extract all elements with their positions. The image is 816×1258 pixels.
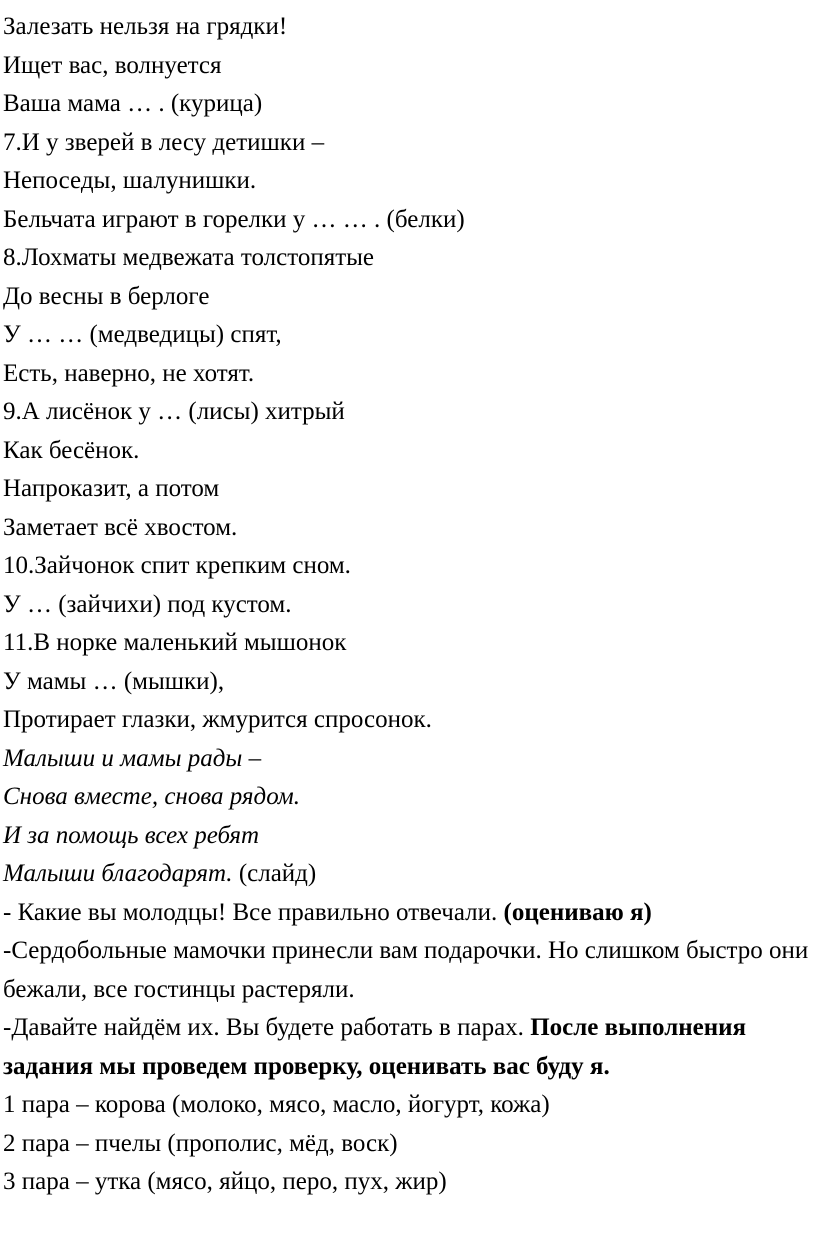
text-line: 11.В норке маленький мышонок bbox=[3, 629, 347, 656]
italic-text: Малыши благодарят. bbox=[3, 860, 233, 887]
text-line: 7.И у зверей в лесу детишки – bbox=[3, 128, 325, 156]
text-line: Непоседы, шалунишки. bbox=[3, 167, 257, 194]
text-line: Залезать нельзя на грядки! bbox=[3, 13, 288, 40]
pair-item: 3 пара – утка (мясо, яйцо, перо, пух, жир) bbox=[3, 1168, 447, 1195]
text-line: 10.Зайчонок спит крепким сном. bbox=[3, 552, 351, 579]
text-line: У мамы … (мышки), bbox=[3, 667, 225, 695]
text-line: У … … (медведицы) спят, bbox=[3, 321, 282, 348]
text-line: Ваша мама … . (курица) bbox=[3, 90, 263, 117]
italic-line: И за помощь всех ребят bbox=[3, 821, 260, 849]
text-line: Бельчата играют в горелки у … … . (белки) bbox=[3, 205, 465, 233]
text-line: 9.А лисёнок у … (лисы) хитрый bbox=[3, 398, 345, 425]
text-line: Как бесёнок. bbox=[3, 436, 140, 464]
praise-line bbox=[3, 894, 816, 933]
gifts-paragraph: -Сердобольные мамочки принесли вам подарочки. Но слишком быстро они бежали, все гостинцы растеряли. bbox=[3, 937, 809, 1003]
bold-text: После выполнения задания мы проведем проверку, оценивать вас буду я. bbox=[3, 1014, 747, 1080]
text-line: До весны в берлоге bbox=[3, 282, 210, 310]
bold-text: (оцениваю я) bbox=[503, 898, 652, 926]
pairs-paragraph bbox=[3, 1009, 816, 1086]
italic-line: Малыши и мамы рады – bbox=[3, 744, 262, 772]
slide-line bbox=[3, 855, 816, 894]
text-line: 8.Лохматы медвежата толстопятые bbox=[3, 244, 375, 271]
text-line: Есть, наверно, не хотят. bbox=[3, 359, 255, 387]
text-line: Ищет вас, волнуется bbox=[3, 51, 222, 79]
plain-text: (слайд) bbox=[232, 860, 317, 887]
text-line: У … (зайчихи) под кустом. bbox=[3, 590, 292, 618]
text-line: Напроказит, а потом bbox=[3, 475, 220, 502]
plain-text: - Какие вы молодцы! Все правильно отвечали. bbox=[3, 898, 504, 926]
plain-text: -Давайте найдём их. Вы будете работать в парах. bbox=[3, 1014, 531, 1041]
italic-line: Снова вместе, снова рядом. bbox=[3, 783, 300, 810]
text-line: Протирает глазки, жмурится спросонок. bbox=[3, 706, 432, 733]
text-line: Заметает всё хвостом. bbox=[3, 513, 238, 541]
pair-item: 2 пара – пчелы (прополис, мёд, воск) bbox=[3, 1129, 398, 1157]
pair-item: 1 пара – корова (молоко, мясо, масло, йогурт, кожа) bbox=[3, 1091, 550, 1118]
